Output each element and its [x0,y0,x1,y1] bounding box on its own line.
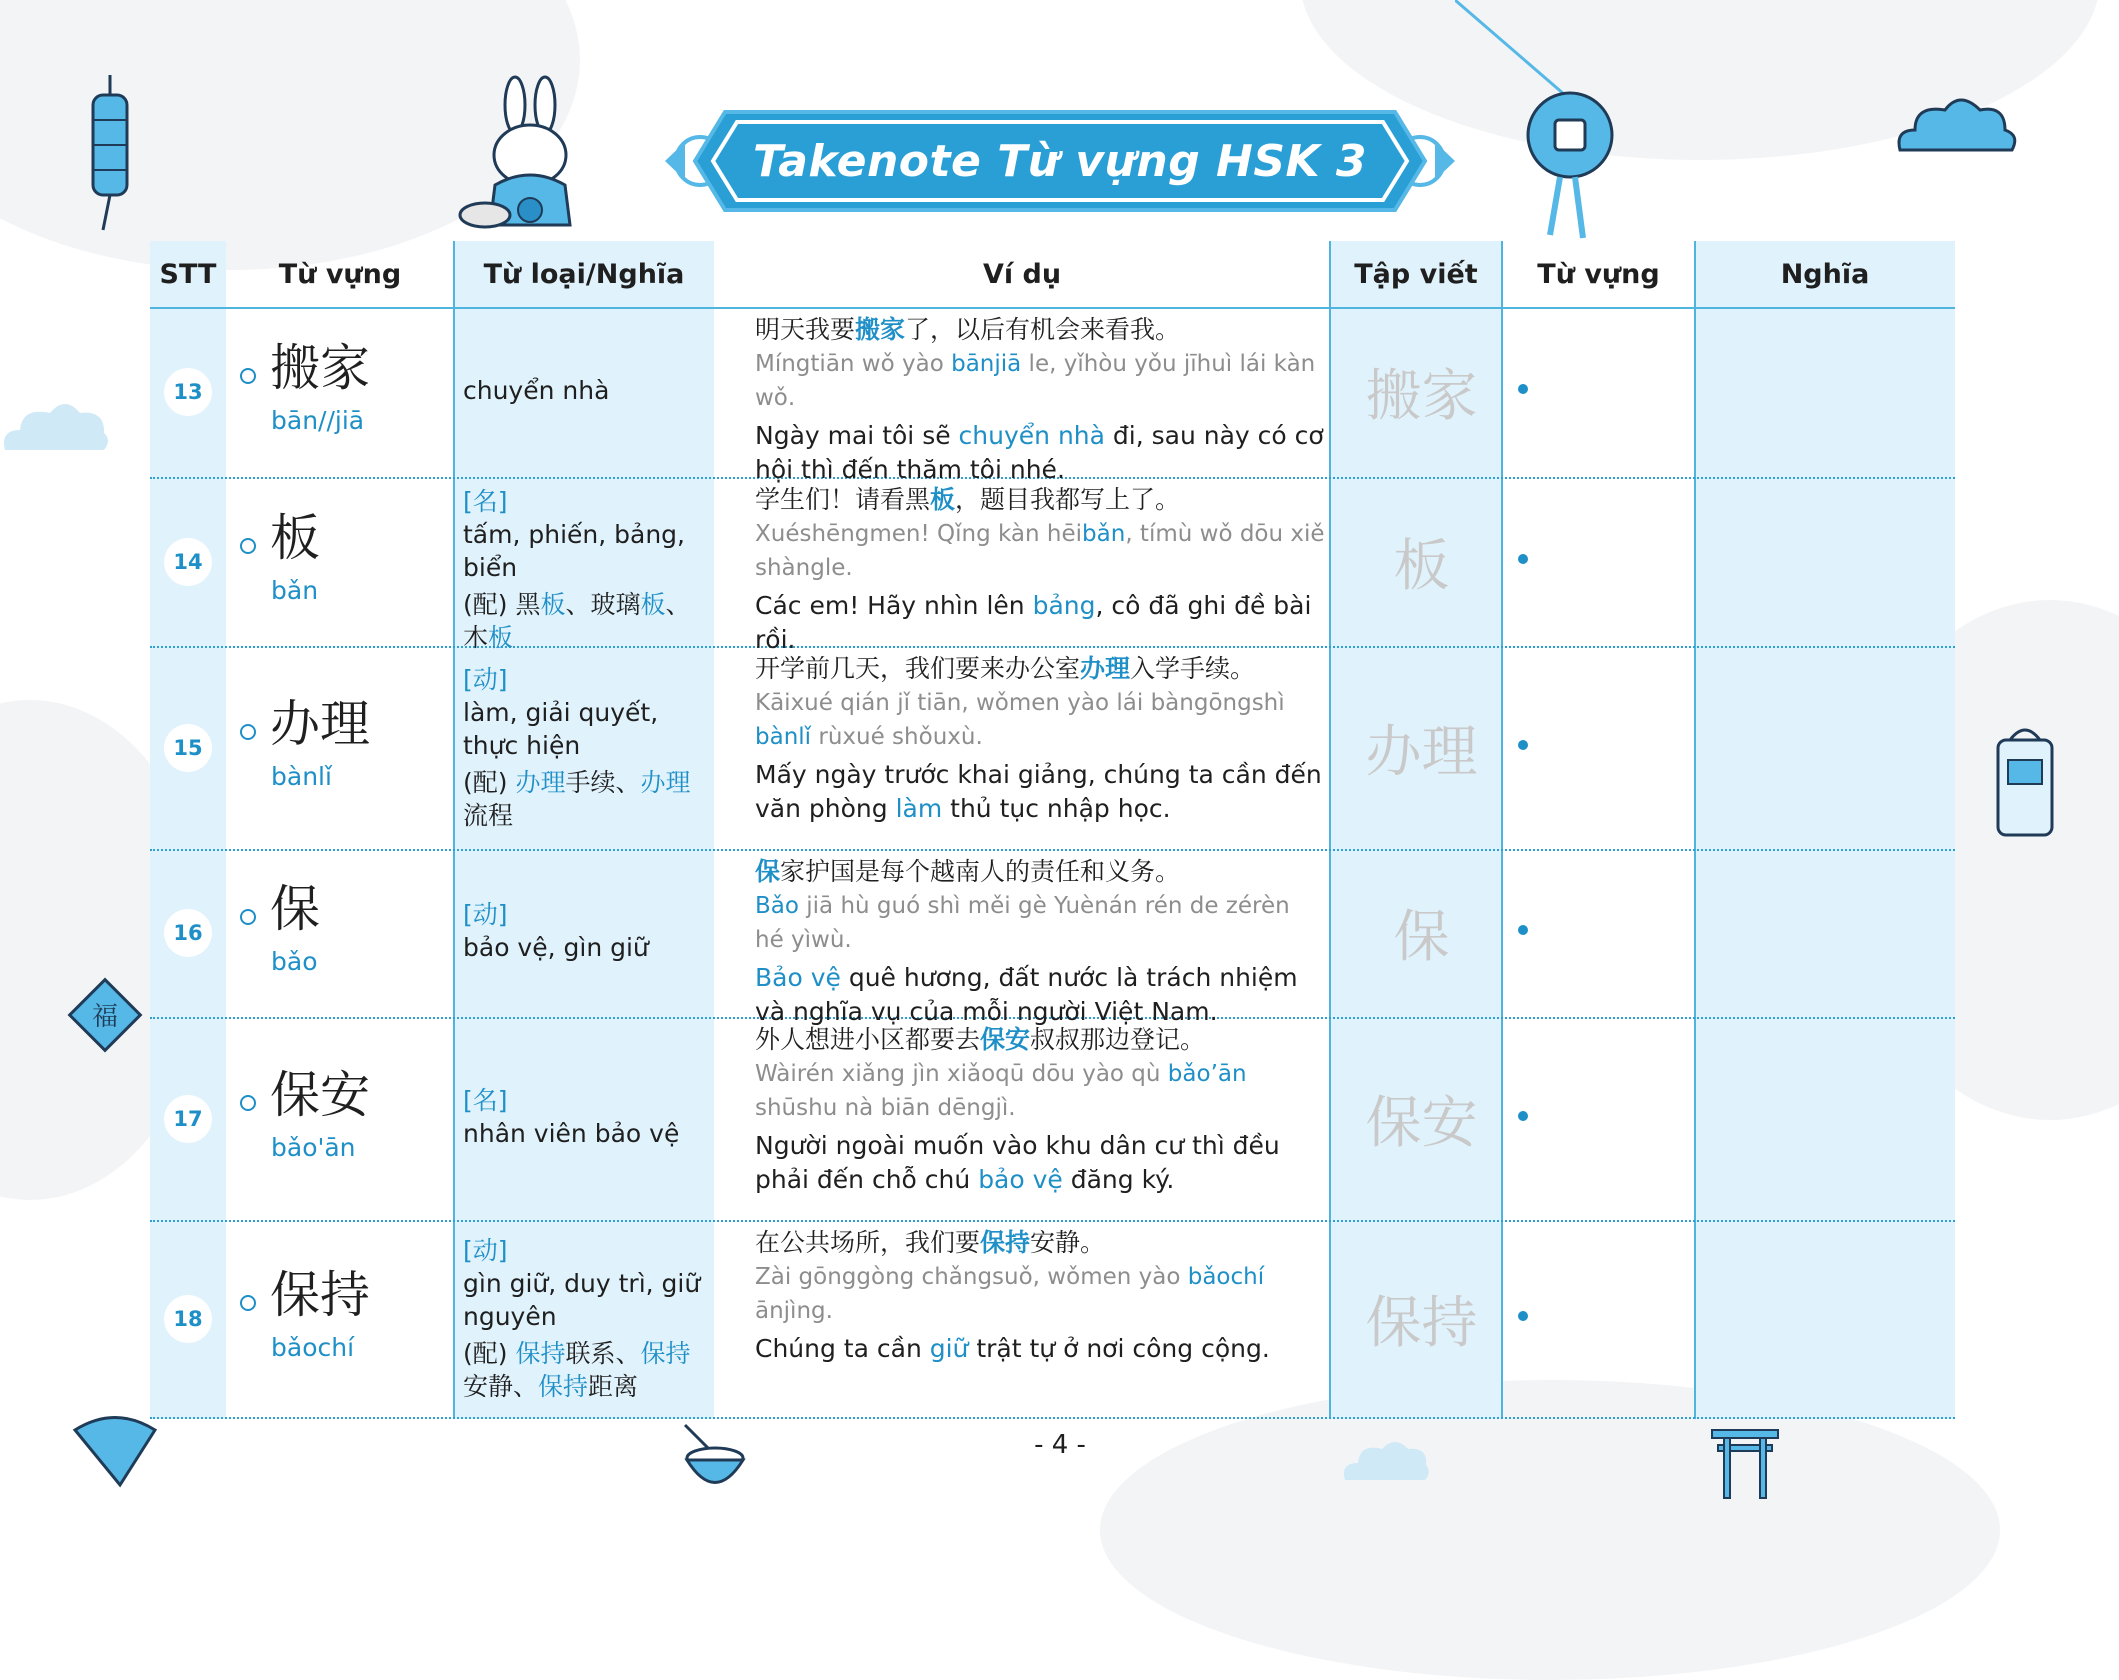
row-number: 17 [164,1095,212,1143]
vocab-hanzi: 保持 [270,1265,370,1324]
example-chinese [755,652,1325,686]
round-lantern-icon [1455,0,1675,250]
text-segment: 开学前几天，我们要来办公室 [755,654,1081,683]
highlight-text: 保持 [980,1228,1031,1257]
text-segment: (配) 黑 [463,590,541,619]
text-segment: Các em! Hãy nhìn lên [755,591,1033,620]
word-class-tag: [名] [463,487,508,516]
page-title: Takenote Từ vựng HSK 3 [752,135,1368,187]
vocab-hanzi: 保安 [270,1065,370,1124]
highlight-text: 办理 [515,768,566,797]
cloud-icon [0,395,110,465]
highlight-text: bànlǐ [755,724,812,750]
vocab-hanzi: 保 [270,880,320,938]
highlight-text: giữ [929,1334,969,1363]
text-segment: 家护国是每个越南人的责任和义务。 [780,857,1181,886]
text-segment: Kāixué qián jǐ tiān, wǒmen yào lái bàngōngshì [755,690,1285,716]
example-vietnamese [755,1332,1325,1366]
page-number: - 4 - [1034,1430,1086,1460]
text-segment: Xuéshēngmen! Qǐng kàn hēi [755,521,1083,547]
highlight-text: 板 [540,590,566,619]
writing-practice-trace: 保持 [1365,1290,1478,1356]
vocab-pinyin: bǎo [271,947,318,976]
meaning-text: làm, giải quyết, thực hiện [463,698,659,760]
text-segment: 、玻璃 [565,590,641,619]
writing-practice-trace: 板 [1393,533,1450,599]
example [755,855,1325,1029]
circle-bullet-icon [240,538,256,554]
torii-gate-icon [1710,1425,1780,1500]
text-segment: trật tự ở nơi công cộng. [968,1334,1270,1363]
row-number: 18 [164,1295,212,1343]
writing-practice-trace: 搬家 [1365,364,1478,429]
cloud-icon [1890,90,2020,165]
text-segment: 安静。 [1030,1228,1106,1257]
highlight-text: bǎo’ān [1167,1061,1247,1087]
highlight-text: bảng [1032,591,1096,620]
example-chinese [755,1226,1325,1260]
circle-bullet-icon [240,368,256,384]
word-class-meaning [463,663,708,832]
highlight-text: Bǎo [755,893,799,919]
text-segment: Mấy ngày trước khai giảng, chúng ta cần đến văn phòng [755,760,1322,823]
text-segment: jiā hù guó shì měi gè Yuènán rén de zérèn hé yìwù. [755,893,1290,953]
word-class-meaning [463,1084,708,1150]
row-number: 13 [164,368,212,416]
text-segment: 流程 [463,801,514,830]
text-segment: 联系、 [565,1339,641,1368]
text-segment: 入学手续。 [1130,654,1256,683]
example [755,652,1325,826]
text-segment: (配) [463,768,516,797]
highlight-text: 板 [640,590,666,619]
text-segment: 明天我要 [755,315,856,344]
word-class-tag: [名] [463,1085,508,1115]
vocab-hanzi: 板 [270,508,320,567]
highlight-text: làm [895,794,943,823]
text-segment: Zài gōnggòng chǎngsuǒ, wǒmen yào [755,1264,1188,1290]
bullet-dot-icon [1518,1111,1528,1121]
vocabulary-table [150,241,1955,1419]
table-row [150,1017,1955,1220]
fu-charm-icon [65,975,145,1055]
lantern-icon [85,75,135,235]
header-stt: STT [159,258,217,290]
example-pinyin [755,347,1325,415]
table-row [150,477,1955,654]
highlight-text: Bảo vệ [755,963,841,992]
vocab-hanzi: 办理 [270,694,370,753]
example [755,1023,1325,1197]
text-segment: , tímù wǒ dōu xiě shàngle. [755,521,1325,581]
text-segment: 手续、 [565,768,641,797]
highlight-text: 保 [755,857,781,886]
omamori-icon [1990,720,2060,840]
example [755,313,1325,487]
highlight-text: 保持 [538,1372,589,1401]
meaning-text: bảo vệ, gìn giữ [463,933,649,962]
bullet-dot-icon [1518,1311,1528,1321]
text-segment: 了，以后有机会来看我。 [905,315,1181,344]
table-row [150,307,1955,484]
highlight-text: bānjiā [951,351,1022,377]
title-banner [665,102,1455,220]
example-pinyin [755,686,1325,754]
example-chinese [755,483,1325,517]
text-segment: đăng ký. [1062,1165,1175,1194]
highlight-text: bảo vệ [978,1165,1063,1194]
example-chinese [755,855,1325,889]
example [755,483,1325,657]
text-segment: (配) [463,1339,516,1368]
word-class-meaning [463,1234,708,1403]
word-class-tag: [动] [463,1236,508,1265]
cloud-icon [1340,1435,1430,1490]
circle-bullet-icon [240,909,256,925]
bullet-dot-icon [1518,554,1528,564]
vocab-pinyin: bān//jiā [271,406,365,435]
bullet-dot-icon [1518,740,1528,750]
rabbit-mascot-icon [455,75,605,235]
text-segment: ānjìng. [755,1298,833,1324]
text-segment: Wàirén xiǎng jìn xiǎoqū dōu yào qù [755,1061,1168,1087]
text-segment: Ngày mai tôi sẽ [755,421,959,450]
table-row [150,646,1955,849]
example [755,1226,1325,1366]
highlight-text: 搬家 [855,315,906,344]
header-meaning-notes: Nghĩa [1780,258,1870,290]
text-segment: shūshu nà biān dēngjì. [755,1095,1016,1121]
word-class-meaning [463,374,708,407]
collocation [463,588,708,654]
text-segment: thủ tục nhập học. [942,794,1171,823]
text-segment: 在公共场所，我们要 [755,1228,981,1257]
word-class-tag: [动] [463,665,508,694]
meaning-text: chuyển nhà [463,375,610,405]
text-segment: đi, sau này có cơ hội thì đến thăm tôi nhé. [755,421,1324,484]
header-writing-practice: Tập viết [1354,258,1478,290]
text-segment: 安静、 [463,1372,539,1401]
meaning-text: tấm, phiến, bảng, biển [463,520,685,582]
example-vietnamese [755,758,1325,826]
text-segment: , cô đã ghi đề bài rồi. [755,591,1312,654]
highlight-text: 保持 [515,1339,566,1368]
text-segment: rùxué shǒuxù. [811,724,983,750]
text-segment: ，题目我都写上了。 [955,485,1181,514]
example-pinyin [755,1260,1325,1328]
highlight-text: 保安 [980,1025,1031,1054]
vocab-pinyin: bǎochí [271,1332,355,1362]
highlight-text: 板 [488,623,514,652]
vocab-hanzi: 搬家 [270,339,370,397]
example-chinese [755,1023,1325,1057]
fan-icon [65,1410,165,1490]
circle-bullet-icon [240,724,256,740]
text-segment: Chúng ta cần [755,1334,930,1363]
example-chinese [755,313,1325,347]
text-segment: 学生们！请看黑 [755,485,931,514]
header-word-class: Từ loại/Nghĩa [483,258,685,290]
header-vocabulary-notes: Từ vựng [1537,258,1660,290]
word-class-tag: [动] [463,900,508,929]
text-segment: 外人想进小区都要去 [755,1025,981,1054]
header-vocabulary: Từ vựng [278,258,402,290]
meaning-text: nhân viên bảo vệ [463,1118,680,1148]
example-pinyin [755,889,1325,957]
text-segment: 叔叔那边登记。 [1030,1025,1206,1054]
text-segment: Người ngoài muốn vào khu dân cư thì đều phải đến chỗ chú [755,1131,1280,1194]
svg-text:福: 福 [91,1002,119,1032]
highlight-text: bǎn [1082,521,1126,547]
highlight-text: 保持 [640,1339,691,1368]
highlight-text: 办理 [640,768,691,797]
text-segment: 、木 [463,590,691,652]
circle-bullet-icon [240,1295,256,1311]
row-number: 16 [164,909,212,957]
collocation [463,1337,708,1403]
word-class-meaning [463,898,708,964]
writing-practice-trace: 保安 [1365,1090,1478,1156]
highlight-text: bǎochí [1187,1264,1265,1290]
circle-bullet-icon [240,1095,256,1111]
table-row [150,1220,1955,1417]
text-segment: 距离 [588,1372,639,1401]
text-segment: quê hương, đất nước là trách nhiệm và nghĩa vụ của mỗi người Việt Nam. [755,963,1298,1026]
example-pinyin [755,517,1325,585]
writing-practice-trace: 保 [1393,905,1450,970]
row-number: 14 [164,538,212,586]
vocab-pinyin: bǎn [271,575,319,605]
example-vietnamese [755,1129,1325,1197]
example-pinyin [755,1057,1325,1125]
bullet-dot-icon [1518,925,1528,935]
highlight-text: 办理 [1080,654,1131,683]
bullet-dot-icon [1518,384,1528,394]
meaning-text: gìn giữ, duy trì, giữ nguyên [463,1269,701,1331]
row-number: 15 [164,724,212,772]
rice-bowl-icon [675,1420,755,1500]
word-class-meaning [463,485,708,654]
collocation [463,766,708,832]
vocab-pinyin: bànlǐ [271,761,332,791]
text-segment: Míngtiān wǒ yào [755,351,952,377]
highlight-text: chuyển nhà [958,421,1105,450]
header-example: Ví dụ [982,258,1062,290]
highlight-text: 板 [930,485,956,514]
table-row [150,849,1955,1026]
vocab-pinyin: bǎo'ān [271,1132,356,1162]
text-segment: le, yǐhòu yǒu jīhuì lái kàn wǒ. [755,351,1316,411]
writing-practice-trace: 办理 [1365,719,1478,785]
